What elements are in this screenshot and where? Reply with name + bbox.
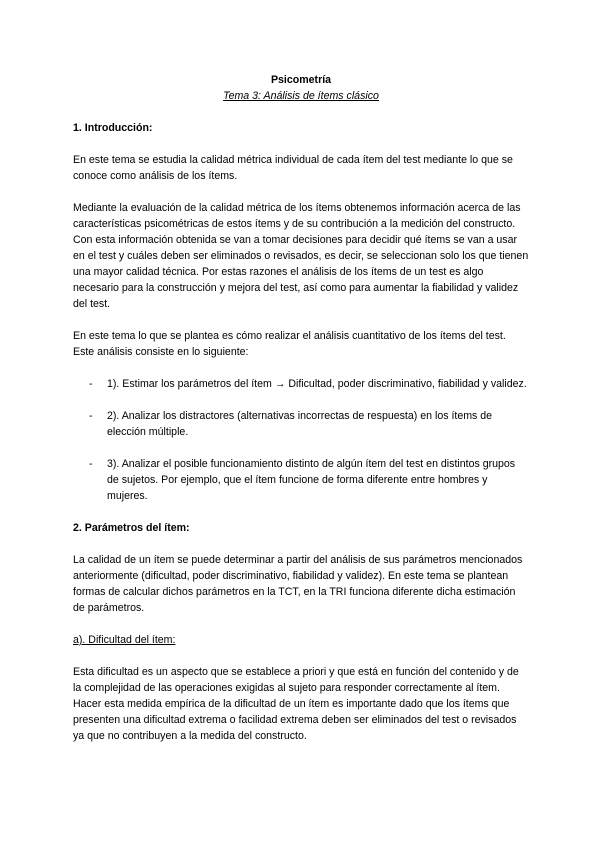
list-bullet: -: [89, 378, 93, 390]
section-1-paragraph-3: En este tema lo que se plantea es cómo realizar el análisis cuantitativo de los ítems del test. Este análisis consiste en lo siguiente:: [73, 330, 506, 358]
list-bullet: -: [89, 410, 93, 422]
section-2-heading: 2. Parámetros del ítem:: [73, 522, 190, 534]
subsection-heading-dificultad: a). Dificultad del ítem:: [73, 634, 176, 646]
section-1-paragraph-2: Mediante la evaluación de la calidad métrica de los ítems obtenemos información acerca de las características psicométricas de estos ítems y de su contribución a la medición del constructo. Con esta información obtenida se van a tomar decisiones para decidir qué ítems se van a usar en el test y cuáles deben ser eliminados o revisados, es decir, se seleccionan solo los que tienen una mayor calidad técnica. Por estas razones el análisis de los ítems de un test es algo necesario para la construcción y mejora del test, así como para aumentar la fiabilidad y validez del test.: [73, 202, 529, 310]
list-item: [73, 456, 529, 504]
list-item-text: 3). Analizar el posible funcionamiento distinto de algún ítem del test en distintos grupos de sujetos. Por ejemplo, que el ítem funcione de forma diferente entre hombres y mujeres.: [107, 458, 516, 502]
section-1-paragraph-1: En este tema se estudia la calidad métrica individual de cada ítem del test mediante lo que se conoce como análisis de los ítems.: [73, 154, 513, 182]
list-item: [73, 376, 529, 392]
document-title: Psicometría: [270, 74, 332, 86]
document-body: [73, 72, 529, 760]
list-item: [73, 408, 529, 440]
section-1-heading: 1. Introducción:: [73, 122, 153, 134]
list-item-text: 2). Analizar los distractores (alternativas incorrectas de respuesta) en los ítems de elección múltiple.: [107, 410, 493, 438]
list-item-text: 1). Estimar los parámetros del ítem → Dificultad, poder discriminativo, fiabilidad y validez.: [107, 378, 527, 390]
section-2-paragraph-1: La calidad de un ítem se puede determinar a partir del análisis de sus parámetros mencionados anteriormente (dificultad, poder discriminativo, fiabilidad y validez). En este tema se plantean formas de calcular dichos parámetros en la TCT, en la TRI funciona diferente dicha estimación de parámetros.: [73, 554, 523, 614]
section-2-paragraph-2: Esta dificultad es un aspecto que se establece a priori y que está en función del contenido y de la complejidad de las operaciones exigidas al sujeto para responder correctamente al ítem. Hacer esta medida empírica de la dificultad de un ítem es importante dado que los ítems que presenten una dificultad extrema o facilidad extrema deben ser eliminados del test o revisados ya que no contribuyen a la medida del constructo.: [73, 666, 519, 742]
document-subtitle: Tema 3: Análisis de ítems clásico: [223, 90, 379, 102]
list-bullet: -: [89, 458, 93, 470]
analysis-steps-list: [73, 376, 529, 504]
